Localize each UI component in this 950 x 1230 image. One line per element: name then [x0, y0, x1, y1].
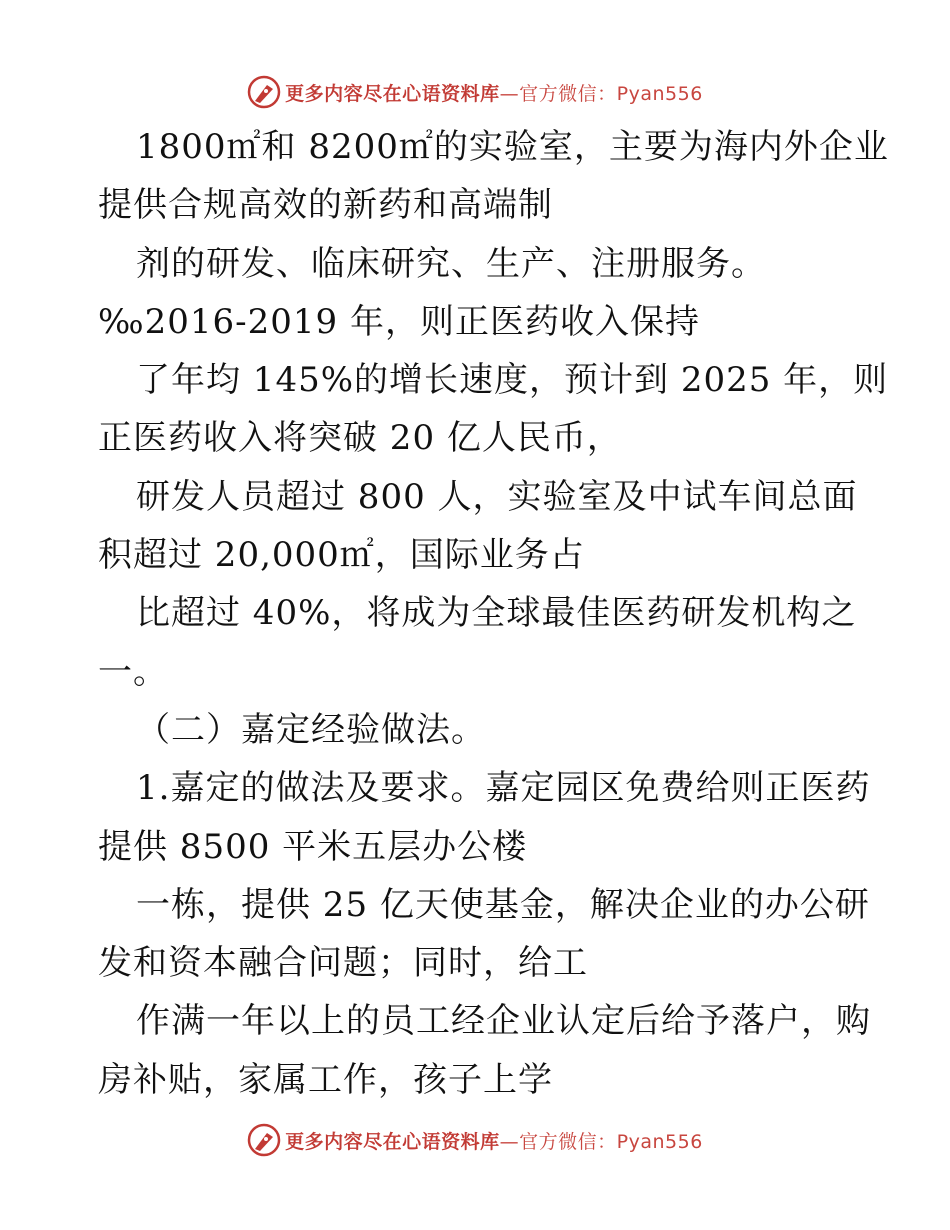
text-line: 正医药收入将突破 20 亿人民币，	[98, 418, 622, 459]
text-line: 积超过 20,000㎡，国际业务占	[98, 535, 585, 576]
watermark-text	[285, 1127, 703, 1154]
text-line: 发和资本融合问题；同时，给工	[98, 943, 588, 984]
text-line: 作满一年以上的员工经企业认定后给予落户，购	[136, 1001, 871, 1042]
text-line: 了年均 145%的增长速度，预计到 2025 年，则	[136, 360, 889, 401]
text-line: 一栋，提供 25 亿天使基金，解决企业的办公研	[136, 884, 870, 925]
text-line: ‰2016-2019 年，则正医药收入保持	[98, 301, 700, 342]
text-line: 提供合规高效的新药和高端制	[98, 185, 553, 226]
text-line: 1800㎡和 8200㎡的实验室，主要为海内外企业	[136, 127, 889, 167]
pen-nib-logo-icon	[247, 75, 281, 109]
text-line: 剂的研发、临床研究、生产、注册服务。	[136, 243, 766, 284]
text-line: 比超过 40%，将成为全球最佳医药研发机构之	[136, 593, 857, 634]
text-line: 提供 8500 平米五层办公楼	[98, 826, 528, 867]
watermark-main: 更多内容尽在心语资料库	[285, 1130, 500, 1153]
text-line: 1.嘉定的做法及要求。嘉定园区免费给则正医药	[136, 768, 871, 809]
text-line: 研发人员超过 800 人，实验室及中试车间总面	[136, 476, 858, 517]
watermark-main: 更多内容尽在心语资料库	[285, 82, 500, 105]
text-line: 房补贴，家属工作，孩子上学	[98, 1059, 553, 1100]
header-watermark	[0, 72, 950, 112]
watermark-sub: —官方微信：Pyan556	[499, 1130, 703, 1153]
watermark-text	[285, 79, 703, 106]
section-heading: （二）嘉定经验做法。	[136, 709, 486, 750]
footer-watermark	[0, 1120, 950, 1160]
text-line: 一。	[98, 651, 168, 692]
document-body	[98, 118, 889, 1109]
watermark-sub: —官方微信：Pyan556	[499, 82, 703, 105]
pen-nib-logo-icon	[247, 1123, 281, 1157]
